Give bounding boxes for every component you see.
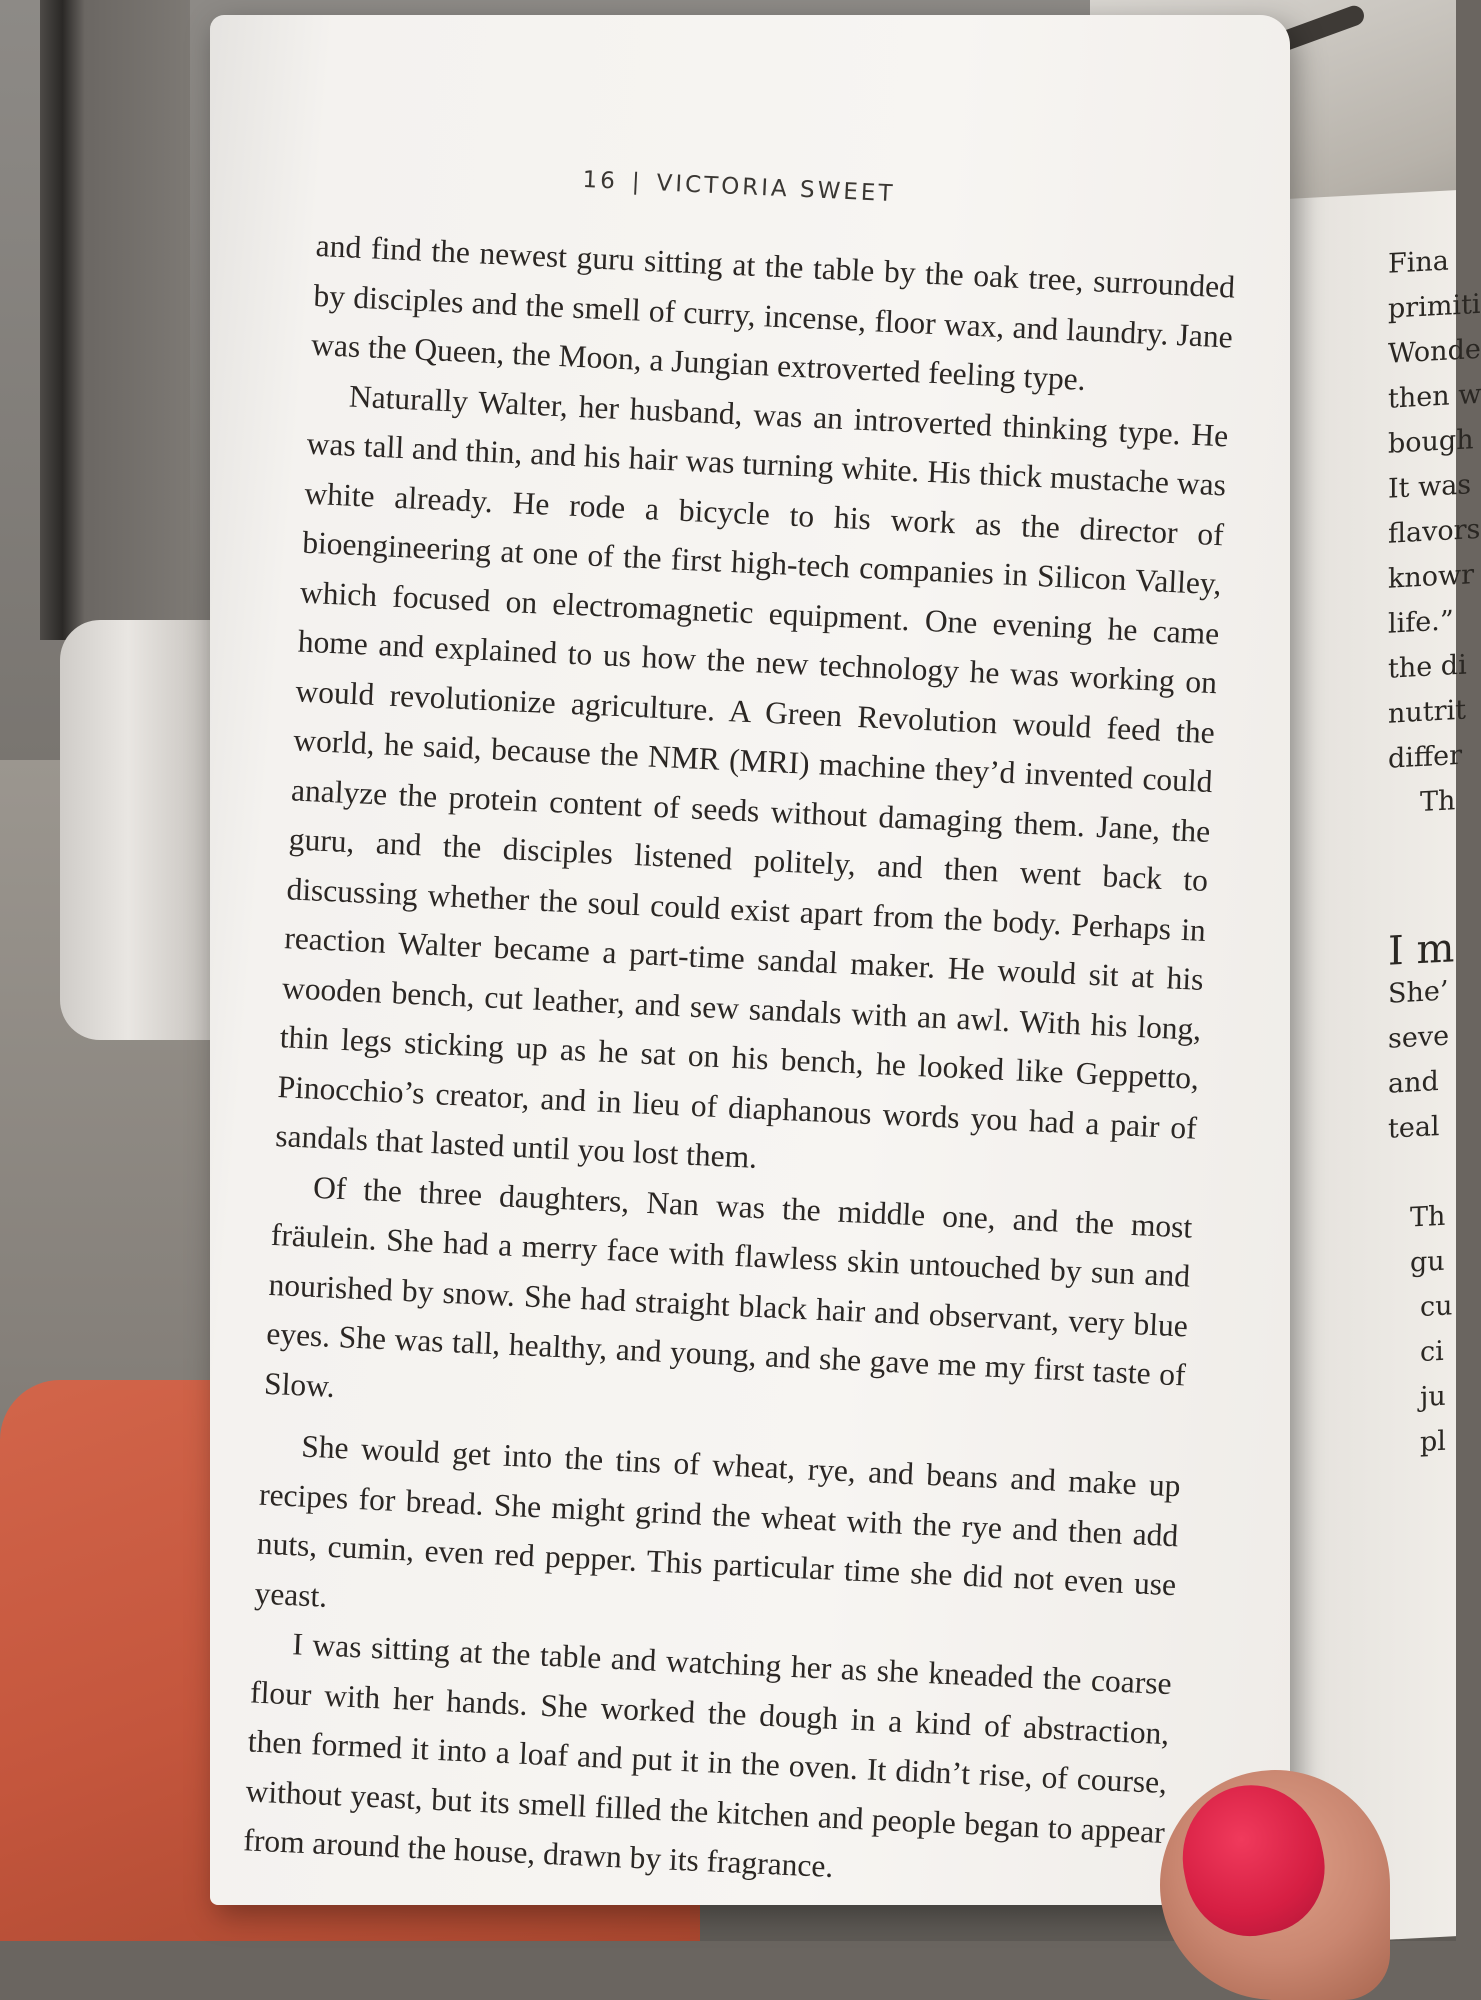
facing-page-fragment: It was: [1388, 469, 1472, 505]
background-doorframe: [40, 0, 190, 640]
striped-cushion: [60, 620, 230, 1040]
facing-page-fragment: Th: [1410, 1200, 1446, 1234]
facing-page-fragment: bough: [1388, 424, 1474, 460]
page-content: [242, 155, 1239, 1906]
paragraph: Naturally Walter, her husband, was an introverted thinking type. He was tall and thin, and his hair was turning white. His thick mustache was white already. He rode a bicycle to his work as the director of bioengineering at one of the first high-tech companies in Silicon Valley, which focused on electromagnetic equipment. One evening he came home and explained to us how the new technology he was working on would revolutionize agriculture. A Green Revolution would feed the world, he said, because the NMR (MRI) machine they’d invented could analyze the protein content of seeds without damaging them. Jane, the guru, and the disciples listened politely, and then went back to discussing whether the soul could exist apart from the body. Perhaps in reaction Walter became a part-time sandal maker. He would sit at his wooden bench, cut leather, and sew sandals with an awl. With his long, thin legs sticking up as he sat on his bench, he looked like Geppetto, Pinocchio’s creator, and in lieu of diaphanous words you had a pair of sandals that lasted until you lost them.: [274, 378, 1230, 1175]
facing-page-fragment: Th: [1420, 785, 1456, 819]
facing-page-fragment: She’: [1388, 975, 1449, 1010]
facing-page-fragment: life.”: [1388, 605, 1454, 640]
running-head-separator: |: [631, 169, 644, 196]
facing-page-fragment: knowr: [1388, 559, 1475, 595]
facing-page-fragment: Wonde: [1388, 333, 1481, 370]
facing-page-fragment: Fina: [1388, 245, 1449, 280]
facing-page-fragment: pl: [1420, 1425, 1446, 1459]
facing-page-fragment: gu: [1410, 1245, 1445, 1279]
facing-page-fragment: I m: [1388, 925, 1455, 975]
book-page: [210, 15, 1290, 1905]
paragraph: and find the newest guru sitting at the table by the oak tree, surrounded by disciples and the smell of curry, incense, floor wax, and laundry. Jane was the Queen, the Moon, a Jungian extroverted feeling type.: [310, 227, 1236, 397]
page-number: 16: [582, 166, 619, 195]
facing-page-fragment: ci: [1420, 1335, 1444, 1369]
facing-page-fragment: cu: [1420, 1290, 1453, 1324]
facing-page-fragment: primiti: [1388, 288, 1481, 325]
body-text: [242, 221, 1236, 1907]
running-head: [279, 153, 1199, 221]
facing-page-fragment: seve: [1388, 1020, 1450, 1055]
paragraph: Of the three daughters, Nan was the middle one, and the most fräulein. She had a merry face with flawless skin untouched by sun and nourished by snow. She had straight black hair and observant, very blue eyes. She was tall, healthy, and young, and she gave me my first taste of Slow.: [263, 1169, 1194, 1404]
facing-page-fragment: flavors: [1388, 513, 1481, 550]
facing-page-fragment: then w: [1388, 378, 1481, 415]
facing-page-fragment: nutrit: [1388, 694, 1467, 730]
author-name: VICTORIA SWEET: [655, 170, 896, 208]
facing-page-fragment: and: [1388, 1066, 1439, 1100]
paragraph: I was sitting at the table and watching her as she kneaded the coarse flour with her hands. She worked the dough in a kind of abstraction, then formed it into a loaf and put it in the oven. It didn’t rise, of course, without yeast, but its smell filled the kitchen and people began to appear from around the house, drawn by its fragrance.: [242, 1626, 1173, 1885]
facing-page-fragment: teal: [1388, 1110, 1440, 1145]
facing-page-fragment: the di: [1388, 649, 1467, 685]
facing-page: [1270, 190, 1481, 1946]
facing-page-fragment: differ: [1388, 739, 1462, 775]
paragraph: She would get into the tins of wheat, rye, and beans and make up recipes for bread. She might grind the wheat with the rye and then add nuts, cumin, even red pepper. This particular time she did not even use yeast.: [253, 1428, 1182, 1614]
facing-page-fragment: ju: [1420, 1380, 1446, 1414]
